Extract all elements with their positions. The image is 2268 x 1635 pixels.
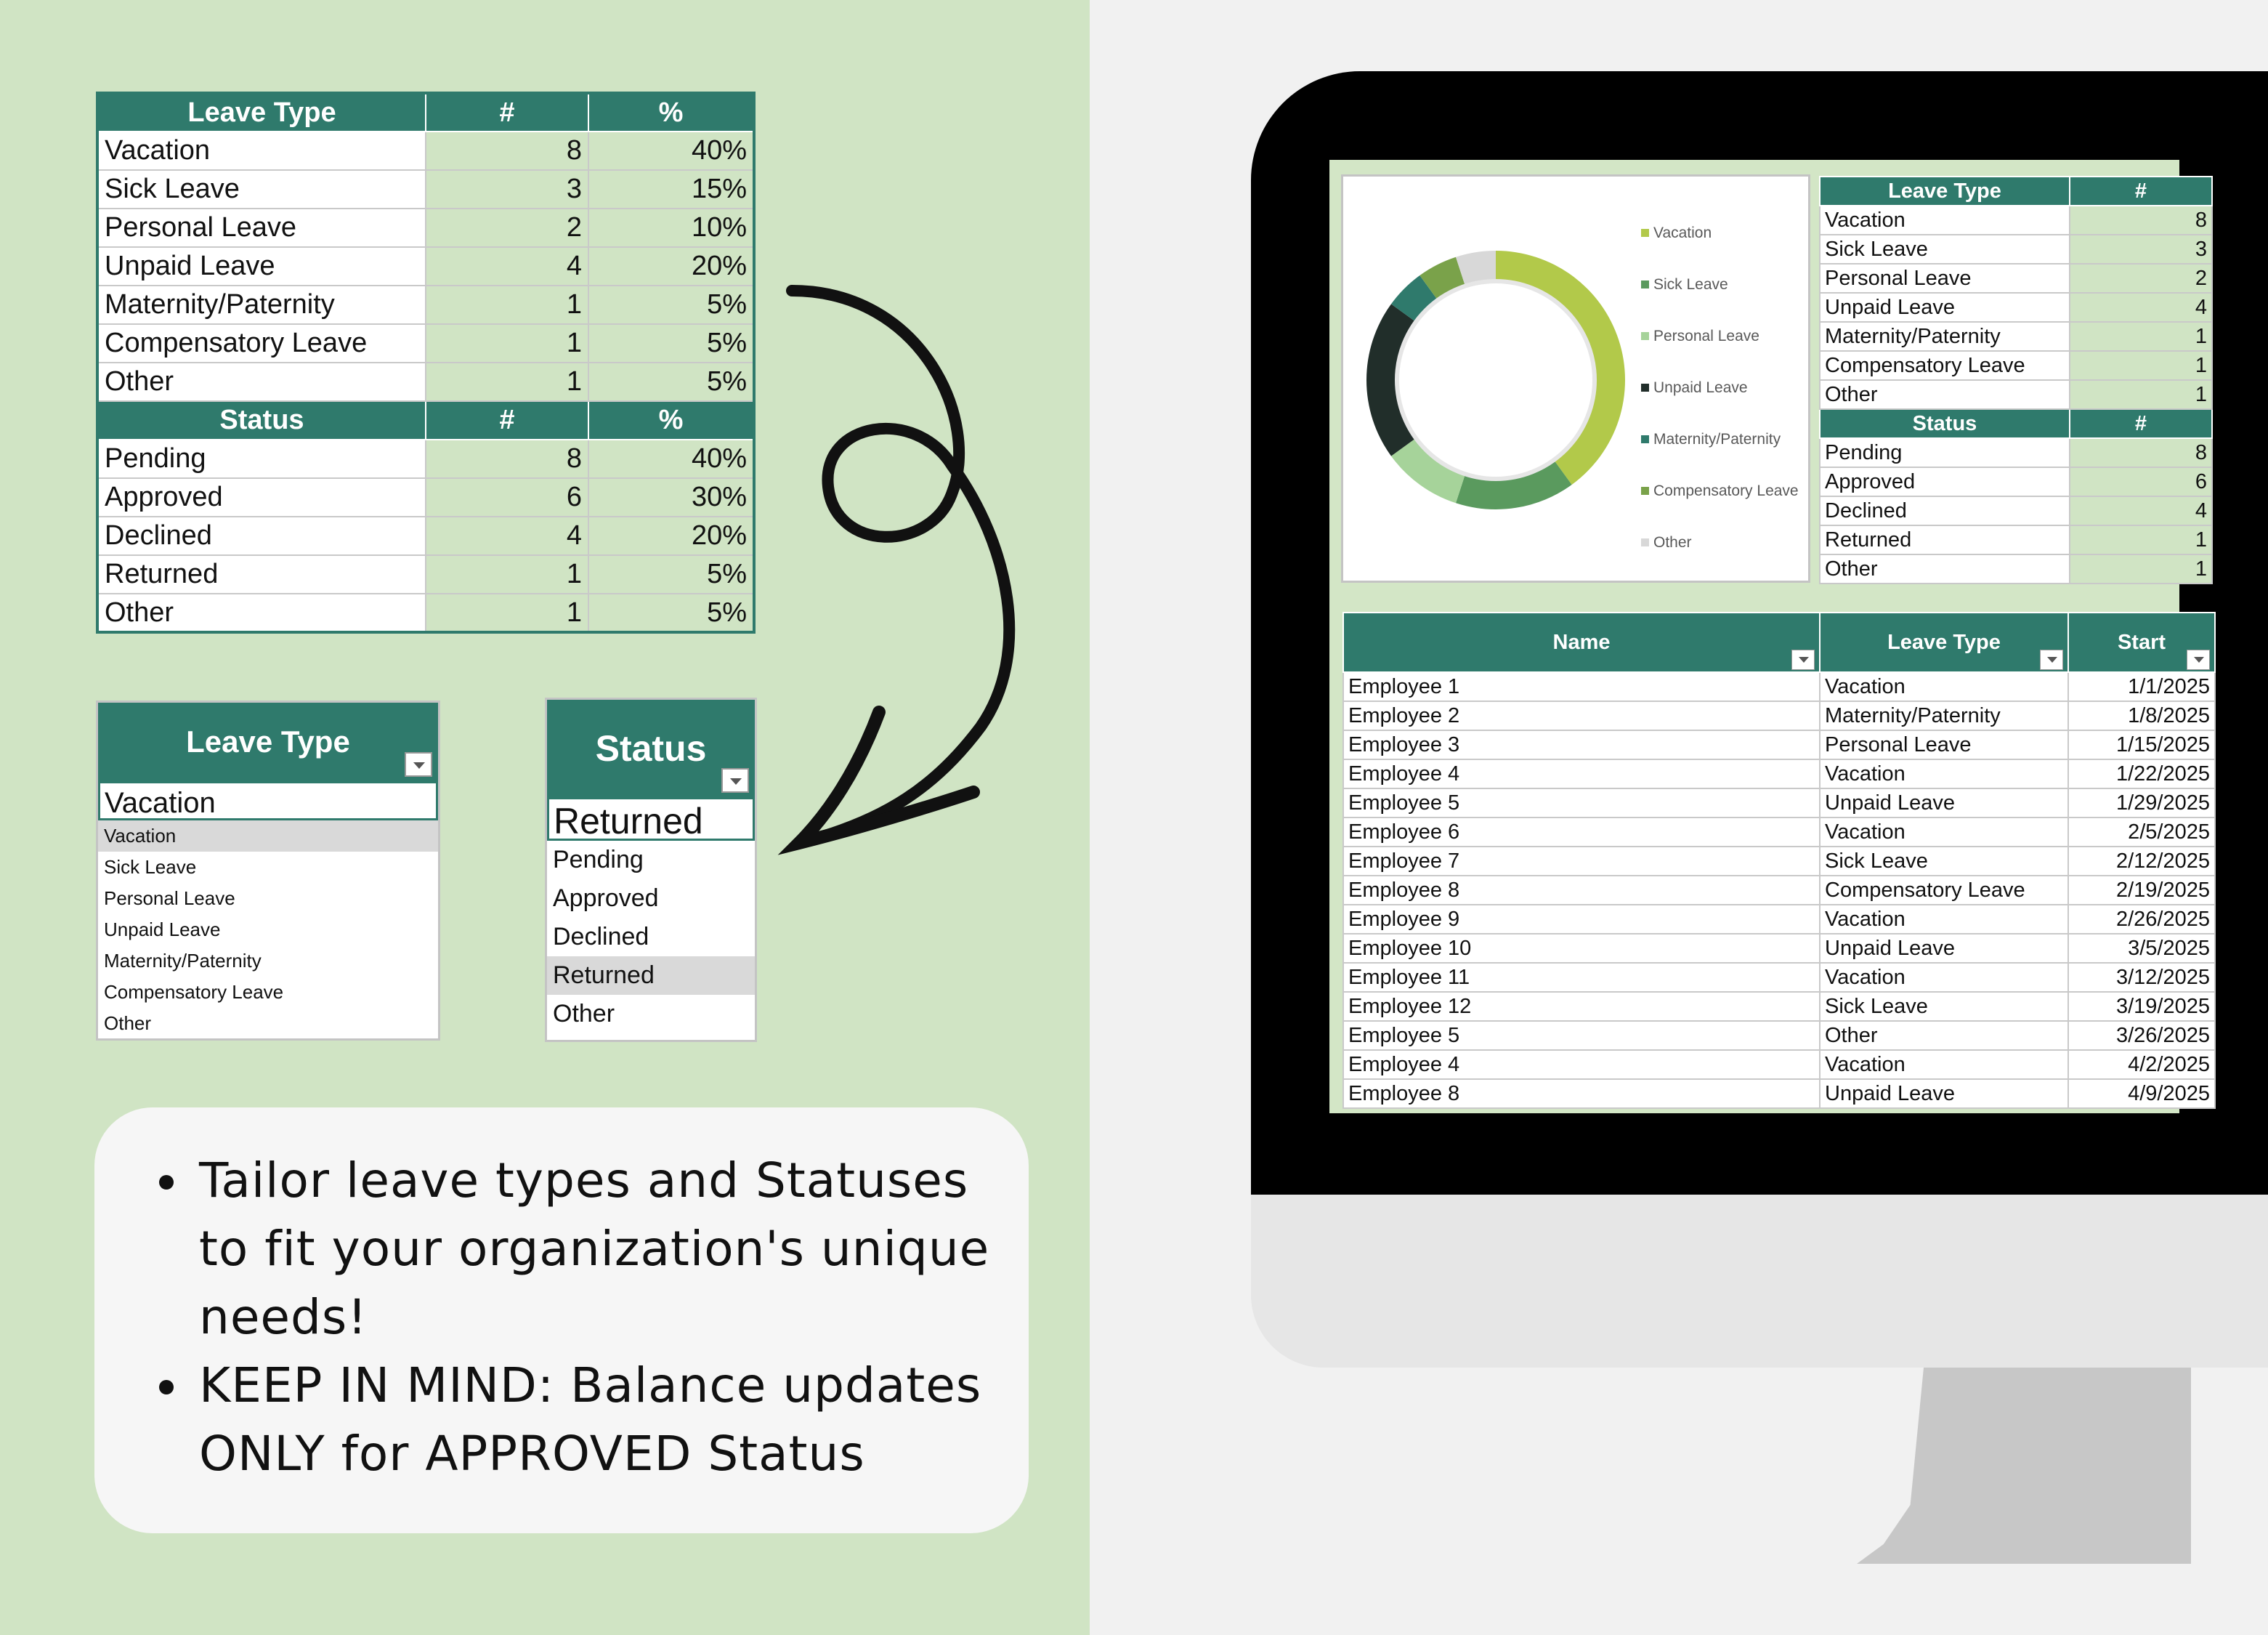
status-cell[interactable]: Pending: [97, 440, 426, 478]
filter-dropdown-icon[interactable]: [1791, 650, 1815, 670]
start-date-cell[interactable]: 3/26/2025: [2068, 1021, 2215, 1050]
header-start-label: Start: [2117, 630, 2166, 654]
dropdown-option[interactable]: Declined: [553, 923, 649, 950]
dropdown-option[interactable]: Sick Leave: [104, 856, 197, 878]
screen-summary-table: [1819, 176, 2213, 584]
leave-type-cell[interactable]: Unpaid Leave: [1820, 788, 2068, 818]
dropdown-option[interactable]: Compensatory Leave: [104, 981, 284, 1003]
legend-swatch: [1641, 229, 1649, 237]
count-cell[interactable]: 1: [2070, 322, 2212, 351]
percent-cell[interactable]: 20%: [588, 517, 754, 555]
employee-name-cell[interactable]: Employee 10: [1343, 934, 1820, 963]
leave-type-cell[interactable]: Vacation: [97, 132, 426, 170]
table-row: [1820, 264, 2212, 293]
count-cell[interactable]: 8: [426, 440, 588, 478]
legend-entry[interactable]: [1641, 310, 1799, 362]
count-cell[interactable]: 6: [426, 478, 588, 517]
filter-dropdown-icon[interactable]: [2040, 650, 2063, 670]
count-cell[interactable]: 8: [426, 132, 588, 170]
dropdown-option[interactable]: Other: [104, 1012, 152, 1034]
start-date-cell[interactable]: 2/12/2025: [2068, 847, 2215, 876]
curved-arrow-icon: [770, 276, 1046, 887]
legend-entry[interactable]: [1641, 259, 1799, 310]
status-cell[interactable]: Other: [97, 594, 426, 632]
monitor-chin: [1251, 1192, 2268, 1368]
screen-leave-header-row: [1820, 177, 2212, 206]
percent-cell[interactable]: 5%: [588, 363, 754, 401]
table-row: [1343, 1021, 2215, 1050]
table-row: [1343, 788, 2215, 818]
leave-type-cell[interactable]: Maternity/Paternity: [1820, 322, 2070, 351]
start-date-cell[interactable]: 4/2/2025: [2068, 1050, 2215, 1079]
employee-name-cell[interactable]: Employee 5: [1343, 788, 1820, 818]
header-percent: %: [588, 93, 754, 132]
employee-name-cell[interactable]: Employee 8: [1343, 876, 1820, 905]
count-cell[interactable]: 1: [426, 324, 588, 363]
leave-type-cell[interactable]: Vacation: [1820, 963, 2068, 992]
percent-cell[interactable]: 15%: [588, 170, 754, 209]
header-leave-type: Leave Type: [1820, 177, 2070, 206]
filter-dropdown-icon[interactable]: [2187, 650, 2210, 670]
start-date-cell[interactable]: 1/8/2025: [2068, 701, 2215, 730]
table-row: [97, 517, 754, 555]
dropdown-option[interactable]: Pending: [553, 846, 644, 873]
dropdown-arrow-icon[interactable]: [405, 752, 432, 777]
status-option-list: [547, 841, 755, 1033]
count-cell[interactable]: 2: [426, 209, 588, 247]
status-selected-value[interactable]: Returned: [547, 797, 755, 841]
count-cell[interactable]: 1: [2070, 351, 2212, 380]
start-date-cell[interactable]: 3/12/2025: [2068, 963, 2215, 992]
employee-name-cell[interactable]: Employee 7: [1343, 847, 1820, 876]
legend-label: Sick Leave: [1653, 275, 1728, 293]
dropdown-option[interactable]: Unpaid Leave: [104, 919, 221, 940]
table-row: [1343, 934, 2215, 963]
table-row: [1343, 672, 2215, 701]
table-row: [1820, 235, 2212, 264]
table-row: [97, 247, 754, 286]
table-row: [1820, 467, 2212, 496]
percent-cell[interactable]: 5%: [588, 286, 754, 324]
dropdown-option[interactable]: Maternity/Paternity: [104, 950, 262, 972]
leave-type-cell[interactable]: Sick Leave: [97, 170, 426, 209]
legend-label: Maternity/Paternity: [1653, 430, 1781, 448]
table-row: [1343, 1079, 2215, 1108]
legend-entry[interactable]: [1641, 465, 1799, 517]
employee-name-cell[interactable]: Employee 2: [1343, 701, 1820, 730]
status-cell[interactable]: Approved: [1820, 467, 2070, 496]
legend-entry[interactable]: [1641, 362, 1799, 413]
header-status: Status: [97, 401, 426, 440]
table-row: [1820, 525, 2212, 554]
count-cell[interactable]: 1: [426, 286, 588, 324]
employee-name-cell[interactable]: Employee 3: [1343, 730, 1820, 759]
status-cell[interactable]: Returned: [1820, 525, 2070, 554]
table-row: [97, 324, 754, 363]
start-date-cell[interactable]: 3/19/2025: [2068, 992, 2215, 1021]
leave-type-cell[interactable]: Unpaid Leave: [97, 247, 426, 286]
header-leave-type[interactable]: [1820, 613, 2068, 672]
dropdown-option[interactable]: Approved: [553, 884, 659, 912]
table-row: [97, 594, 754, 632]
table-row: [1343, 759, 2215, 788]
table-row: [1343, 701, 2215, 730]
table-row: [97, 555, 754, 594]
leave-type-cell[interactable]: Other: [1820, 380, 2070, 409]
leave-type-cell[interactable]: Other: [97, 363, 426, 401]
table-row: [1820, 496, 2212, 525]
leave-type-selected-value[interactable]: Vacation: [98, 781, 438, 820]
header-name[interactable]: [1343, 613, 1820, 672]
leave-log-table: [1342, 612, 2216, 1109]
header-count: #: [2070, 409, 2212, 438]
table-row: [97, 286, 754, 324]
start-date-cell[interactable]: 1/22/2025: [2068, 759, 2215, 788]
employee-name-cell[interactable]: Employee 8: [1343, 1079, 1820, 1108]
leave-type-cell[interactable]: Maternity/Paternity: [97, 286, 426, 324]
leave-type-cell[interactable]: Sick Leave: [1820, 235, 2070, 264]
legend-swatch: [1641, 384, 1649, 392]
info-note: [94, 1107, 1029, 1533]
header-leave-type-label: Leave Type: [1887, 630, 2001, 654]
percent-cell[interactable]: 40%: [588, 440, 754, 478]
leave-log-header-row: [1343, 613, 2215, 672]
percent-cell[interactable]: 30%: [588, 478, 754, 517]
table-row: [1820, 351, 2212, 380]
status-cell[interactable]: Declined: [1820, 496, 2070, 525]
header-status: Status: [1820, 409, 2070, 438]
count-cell[interactable]: 1: [2070, 380, 2212, 409]
summary-table: [96, 92, 756, 634]
percent-cell[interactable]: 10%: [588, 209, 754, 247]
header-start[interactable]: [2068, 613, 2215, 672]
count-cell[interactable]: 4: [2070, 293, 2212, 322]
count-cell[interactable]: 1: [2070, 525, 2212, 554]
table-row: [1820, 206, 2212, 235]
table-row: [1820, 438, 2212, 467]
status-cell[interactable]: Pending: [1820, 438, 2070, 467]
employee-name-cell[interactable]: Employee 4: [1343, 759, 1820, 788]
table-row: [97, 363, 754, 401]
employee-name-cell[interactable]: Employee 9: [1343, 905, 1820, 934]
leave-type-cell[interactable]: Compensatory Leave: [1820, 876, 2068, 905]
leave-type-option-list: [98, 820, 438, 1039]
legend-swatch: [1641, 332, 1649, 340]
table-row: [1343, 1050, 2215, 1079]
legend-label: Vacation: [1653, 224, 1712, 241]
legend-swatch: [1641, 487, 1649, 495]
note-bullet: • KEEP IN MIND: Balance updates ONLY for APPROVED Status: [193, 1352, 1014, 1488]
dropdown-arrow-icon[interactable]: [721, 768, 749, 793]
table-row: [1343, 876, 2215, 905]
table-row: [97, 170, 754, 209]
count-cell[interactable]: 1: [2070, 554, 2212, 584]
dropdown-option[interactable]: Other: [553, 1000, 615, 1028]
leave-type-cell[interactable]: Compensatory Leave: [97, 324, 426, 363]
leave-type-cell[interactable]: Vacation: [1820, 1050, 2068, 1079]
leave-type-cell[interactable]: Personal Leave: [1820, 264, 2070, 293]
note-bullet: • Tailor leave types and Statuses to fit your organization's unique needs!: [193, 1147, 1014, 1352]
legend-entry[interactable]: [1641, 413, 1799, 465]
legend-entry[interactable]: [1641, 517, 1799, 568]
leave-type-cell[interactable]: Personal Leave: [1820, 730, 2068, 759]
table-row: [1343, 818, 2215, 847]
start-date-cell[interactable]: 2/26/2025: [2068, 905, 2215, 934]
legend-label: Other: [1653, 533, 1692, 551]
donut-hole: [1397, 281, 1595, 479]
legend-label: Compensatory Leave: [1653, 482, 1799, 499]
count-cell[interactable]: 3: [2070, 235, 2212, 264]
leave-type-cell[interactable]: Compensatory Leave: [1820, 351, 2070, 380]
dropdown-option[interactable]: Vacation: [98, 820, 438, 852]
count-cell[interactable]: 4: [2070, 496, 2212, 525]
start-date-cell[interactable]: 1/1/2025: [2068, 672, 2215, 701]
leave-type-cell[interactable]: Unpaid Leave: [1820, 934, 2068, 963]
leave-type-header-row: [97, 93, 754, 132]
leave-type-dropdown-header: [98, 703, 438, 781]
leave-type-cell[interactable]: Maternity/Paternity: [1820, 701, 2068, 730]
percent-cell[interactable]: 40%: [588, 132, 754, 170]
table-row: [97, 478, 754, 517]
count-cell[interactable]: 4: [426, 517, 588, 555]
monitor-stand: [1857, 1368, 2191, 1564]
leave-type-cell[interactable]: Unpaid Leave: [1820, 293, 2070, 322]
status-header-row: [97, 401, 754, 440]
header-leave-type: Leave Type: [97, 93, 426, 132]
table-row: [97, 132, 754, 170]
leave-type-cell[interactable]: Sick Leave: [1820, 992, 2068, 1021]
header-count: #: [426, 93, 588, 132]
employee-name-cell[interactable]: Employee 5: [1343, 1021, 1820, 1050]
header-count: #: [426, 401, 588, 440]
leave-type-donut-chart: [1341, 174, 1810, 583]
legend-swatch: [1641, 280, 1649, 288]
table-row: [1343, 730, 2215, 759]
count-cell[interactable]: 8: [2070, 438, 2212, 467]
table-row: [97, 209, 754, 247]
count-cell[interactable]: 1: [426, 594, 588, 632]
count-cell[interactable]: 4: [426, 247, 588, 286]
employee-name-cell[interactable]: Employee 6: [1343, 818, 1820, 847]
employee-name-cell[interactable]: Employee 11: [1343, 963, 1820, 992]
status-dropdown[interactable]: [545, 698, 757, 1042]
start-date-cell[interactable]: 1/29/2025: [2068, 788, 2215, 818]
table-row: [1343, 963, 2215, 992]
legend-swatch: [1641, 435, 1649, 443]
count-cell[interactable]: 8: [2070, 206, 2212, 235]
leave-type-cell[interactable]: Vacation: [1820, 905, 2068, 934]
start-date-cell[interactable]: 1/15/2025: [2068, 730, 2215, 759]
count-cell[interactable]: 1: [426, 363, 588, 401]
table-row: [97, 440, 754, 478]
count-cell[interactable]: 6: [2070, 467, 2212, 496]
status-cell[interactable]: Approved: [97, 478, 426, 517]
percent-cell[interactable]: 5%: [588, 555, 754, 594]
start-date-cell[interactable]: 2/19/2025: [2068, 876, 2215, 905]
table-row: [1343, 847, 2215, 876]
start-date-cell[interactable]: 4/9/2025: [2068, 1079, 2215, 1108]
status-cell[interactable]: Returned: [97, 555, 426, 594]
dropdown-option[interactable]: Returned: [547, 956, 755, 995]
count-cell[interactable]: 1: [426, 555, 588, 594]
percent-cell[interactable]: 20%: [588, 247, 754, 286]
leave-type-cell[interactable]: Vacation: [1820, 759, 2068, 788]
header-percent: %: [588, 401, 754, 440]
leave-type-cell[interactable]: Vacation: [1820, 818, 2068, 847]
employee-name-cell[interactable]: Employee 12: [1343, 992, 1820, 1021]
donut-chart-svg: [1343, 177, 1648, 554]
table-row: [1820, 554, 2212, 584]
legend-label: Personal Leave: [1653, 327, 1759, 344]
monitor-screen: [1329, 160, 2210, 1113]
chart-legend: [1641, 207, 1799, 568]
legend-entry[interactable]: [1641, 207, 1799, 259]
start-date-cell[interactable]: 3/5/2025: [2068, 934, 2215, 963]
leave-type-dropdown[interactable]: [96, 701, 440, 1041]
status-cell[interactable]: Other: [1820, 554, 2070, 584]
dropdown-option[interactable]: Personal Leave: [104, 887, 235, 909]
table-row: [1820, 380, 2212, 409]
leave-type-cell[interactable]: Vacation: [1820, 672, 2068, 701]
leave-type-cell[interactable]: Personal Leave: [97, 209, 426, 247]
legend-label: Unpaid Leave: [1653, 379, 1748, 396]
legend-swatch: [1641, 538, 1649, 546]
table-row: [1820, 322, 2212, 351]
header-count: #: [2070, 177, 2212, 206]
table-row: [1343, 992, 2215, 1021]
count-cell[interactable]: 3: [426, 170, 588, 209]
status-cell[interactable]: Declined: [97, 517, 426, 555]
table-row: [1343, 905, 2215, 934]
leave-type-cell[interactable]: Sick Leave: [1820, 847, 2068, 876]
table-row: [1820, 293, 2212, 322]
start-date-cell[interactable]: 2/5/2025: [2068, 818, 2215, 847]
status-dropdown-header: [547, 700, 755, 797]
leave-type-cell[interactable]: Unpaid Leave: [1820, 1079, 2068, 1108]
percent-cell[interactable]: 5%: [588, 324, 754, 363]
leave-type-cell[interactable]: Other: [1820, 1021, 2068, 1050]
leave-type-cell[interactable]: Vacation: [1820, 206, 2070, 235]
percent-cell[interactable]: 5%: [588, 594, 754, 632]
employee-name-cell[interactable]: Employee 1: [1343, 672, 1820, 701]
employee-name-cell[interactable]: Employee 4: [1343, 1050, 1820, 1079]
screen-status-header-row: [1820, 409, 2212, 438]
count-cell[interactable]: 2: [2070, 264, 2212, 293]
status-dropdown-title: Status: [595, 728, 707, 769]
header-name-label: Name: [1552, 630, 1611, 654]
leave-type-dropdown-title: Leave Type: [186, 724, 350, 759]
